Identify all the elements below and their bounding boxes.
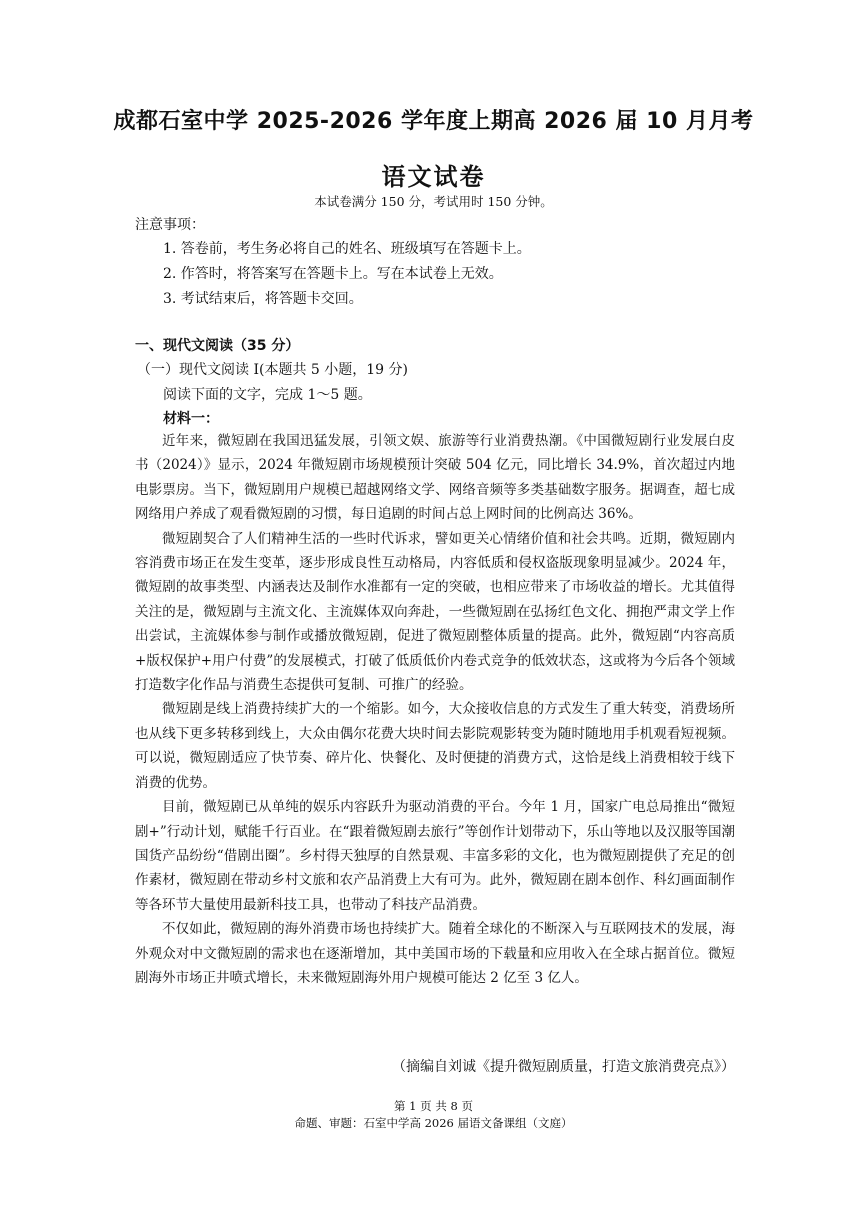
note-item: 3. 考试结束后，将答题卡交回。: [163, 291, 363, 307]
material-label: 材料一：: [163, 411, 219, 427]
article-paragraph: 微短剧契合了人们精神生活的一些时代诉求，譬如更关心情绪价值和社会共鸣。近期，微短剧内容消费市场正在发生变革，逐步形成良性互动格局，内容低质和侵权盗版现象明显减少。2024 年，微短剧的故事类型、内涵表达及制作水准都有一定的突破，也相应带来了市场收益的增长。尤其值得关注的是，微短剧与主流文化、主流媒体双向奔赴，一些微短剧在弘扬红色文化、拥抱严肃文学上作出尝试，主流媒体参与制作或播放微短剧，促进了微短剧整体质量的提高。此外，微短剧“内容高质+版权保护+用户付费”的发展模式，打破了低质低价内卷式竞争的低效状态，这或将为今后各个领域打造数字化作品与消费生态提供可复制、可推广的经验。: [135, 530, 735, 694]
section-title: 一、现代文阅读（35 分）: [135, 338, 300, 354]
subject-title: 语文试卷: [381, 163, 486, 191]
article-paragraph: 目前，微短剧已从单纯的娱乐内容跃升为驱动消费的平台。今年 1 月，国家广电总局推出“微短剧+”行动计划，赋能千行百业。在“跟着微短剧去旅行”等创作计划带动下，乐山等地以及汉服等国潮国货产品纷纷“借剧出圈”。乡村得天独厚的自然景观、丰富多彩的文化，也为微短剧提供了充足的创作素材，微短剧在带动乡村文旅和农产品消费上大有可为。此外，微短剧在剧本创作、科幻画面制作等各环节大量使用最新科技工具，也带动了科技产品消费。: [135, 799, 735, 913]
footer-credit: 命题、审题：石室中学高 2026 届语文备课组（文庭）: [294, 1116, 573, 1130]
exam-info: 本试卷满分 150 分，考试用时 150 分钟。: [314, 194, 553, 209]
article-body: [135, 429, 735, 990]
part-title: （一）现代文阅读 I(本题共 5 小题，19 分): [137, 362, 408, 378]
article-paragraph: 近年来，微短剧在我国迅猛发展，引领文娱、旅游等行业消费热潮。《中国微短剧行业发展白皮书（2024）》显示，2024 年微短剧市场规模预计突破 504 亿元，同比增长 34.9%，首次超过内地电影票房。当下，微短剧用户规模已超越网络文学、网络音频等多类基础数字服务。据调查，超七成网络用户养成了观看微短剧的习惯，每日追剧的时间占总上网时间的比例高达 36%。: [135, 433, 735, 523]
note-item: 2. 作答时，将答案写在答题卡上。写在本试卷上无效。: [163, 266, 503, 282]
article-paragraph: 微短剧是线上消费持续扩大的一个缩影。如今，大众接收信息的方式发生了重大转变，消费场所也从线下更多转移到线上，大众由偶尔花费大块时间去影院观影转变为随时随地用手机观看短视频。可以说，微短剧适应了快节奏、碎片化、快餐化、及时便捷的消费方式，这恰是线上消费相较于线下消费的优势。: [135, 701, 735, 791]
article-source: （摘编自刘诚《提升微短剧质量，打造文旅消费亮点》）: [392, 1059, 735, 1075]
article-paragraph: 不仅如此，微短剧的海外消费市场也持续扩大。随着全球化的不断深入与互联网技术的发展，海外观众对中文微短剧的需求也在逐渐增加，其中美国市场的下载量和应用收入在全球占据首位。微短剧海外市场正井喷式增长，未来微短剧海外用户规模可能达 2 亿至 3 亿人。: [135, 921, 735, 986]
exam-title: 成都石室中学 2025-2026 学年度上期高 2026 届 10 月月考: [113, 109, 754, 134]
notes-label: 注意事项：: [135, 217, 205, 233]
page-number: 第 1 页 共 8 页: [394, 1099, 473, 1113]
note-item: 1. 答卷前，考生务必将自己的姓名、班级填写在答题卡上。: [163, 241, 531, 257]
instruction: 阅读下面的文字，完成 1～5 题。: [163, 387, 372, 403]
